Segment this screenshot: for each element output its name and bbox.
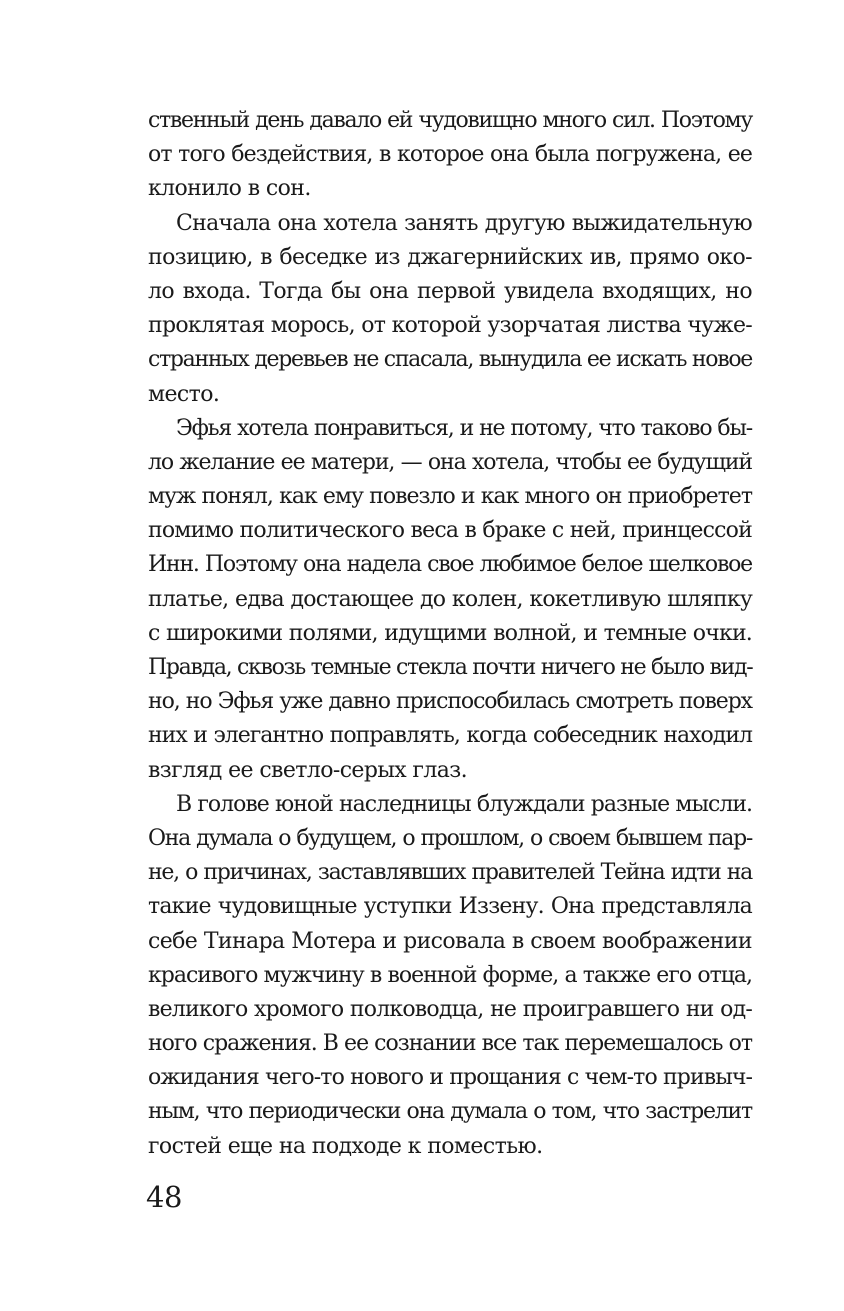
text-line: Инн. Поэтому она надела свое любимое белое шелковое — [148, 552, 752, 578]
text-line: Правда, сквозь темные стекла почти ничего не было вид- — [148, 655, 753, 680]
text-line: взгляд ее светло-серых глаз. — [148, 757, 468, 783]
text-line: муж понял, как ему повезло и как много он приобретет — [148, 484, 752, 510]
text-line: себе Тинара Мотера и рисовала в своем воображении — [148, 928, 752, 954]
text-line: ственный день давало ей чудовищно много сил. Поэтому — [148, 108, 752, 133]
page-number: 48 — [146, 1180, 182, 1214]
text-line: ным, что периодически она думала о том, что застрелит — [148, 1099, 752, 1125]
text-line: красивого мужчину в военной форме, а также его отца, — [148, 962, 752, 988]
text-line: них и элегантно поправлять, когда собеседник находил — [148, 723, 752, 749]
paragraph-2 — [148, 207, 752, 412]
text-line: место. — [148, 381, 220, 407]
text-line: Она думала о будущем, о прошлом, о своем бывшем пар- — [148, 825, 752, 851]
text-line: ожидания чего-то нового и прощания с чем-то привыч- — [148, 1065, 752, 1091]
text-line: великого хромого полководца, не проигравшего ни од- — [148, 996, 752, 1022]
text-line: Эфья хотела понравиться, и не потому, что таково бы- — [176, 415, 752, 441]
body-text — [148, 104, 752, 1164]
text-line: ло желание ее матери, — она хотела, чтобы ее будущий — [148, 449, 752, 475]
text-line: позицию, в беседке из джагернийских ив, прямо око- — [148, 244, 752, 270]
text-line: ного сражения. В ее сознании все так перемешалось от — [148, 1031, 752, 1057]
paragraph-1 — [148, 104, 752, 207]
text-line: В голове юной наследницы блуждали разные мысли. — [176, 791, 752, 817]
text-line: помимо политического веса в браке с ней, принцессой — [148, 518, 752, 544]
text-line: Сначала она хотела занять другую выжидательную — [176, 210, 752, 236]
text-line: проклятая морось, от которой узорчатая листва чуже- — [148, 313, 752, 339]
text-line: клонило в сон. — [148, 176, 311, 202]
text-line: гостей еще на подходе к поместью. — [148, 1133, 543, 1159]
text-line: но, но Эфья уже давно приспособилась смотреть поверх — [148, 689, 752, 715]
text-line: не, о причинах, заставлявших правителей Тейна идти на — [148, 860, 752, 886]
text-line: от того бездействия, в которое она была погружена, ее — [148, 142, 752, 168]
text-line: странных деревьев не спасала, вынудила ее искать новое — [148, 347, 752, 373]
text-line: платье, едва достающее до колен, кокетливую шляпку — [148, 586, 752, 612]
text-line: с широкими полями, идущими волной, и темные очки. — [148, 620, 752, 646]
text-line: ло входа. Тогда бы она первой увидела входящих, но — [148, 278, 752, 304]
text-line: такие чудовищные уступки Иззену. Она представляла — [148, 894, 752, 920]
paragraph-4 — [148, 788, 752, 1164]
paragraph-3 — [148, 412, 752, 788]
